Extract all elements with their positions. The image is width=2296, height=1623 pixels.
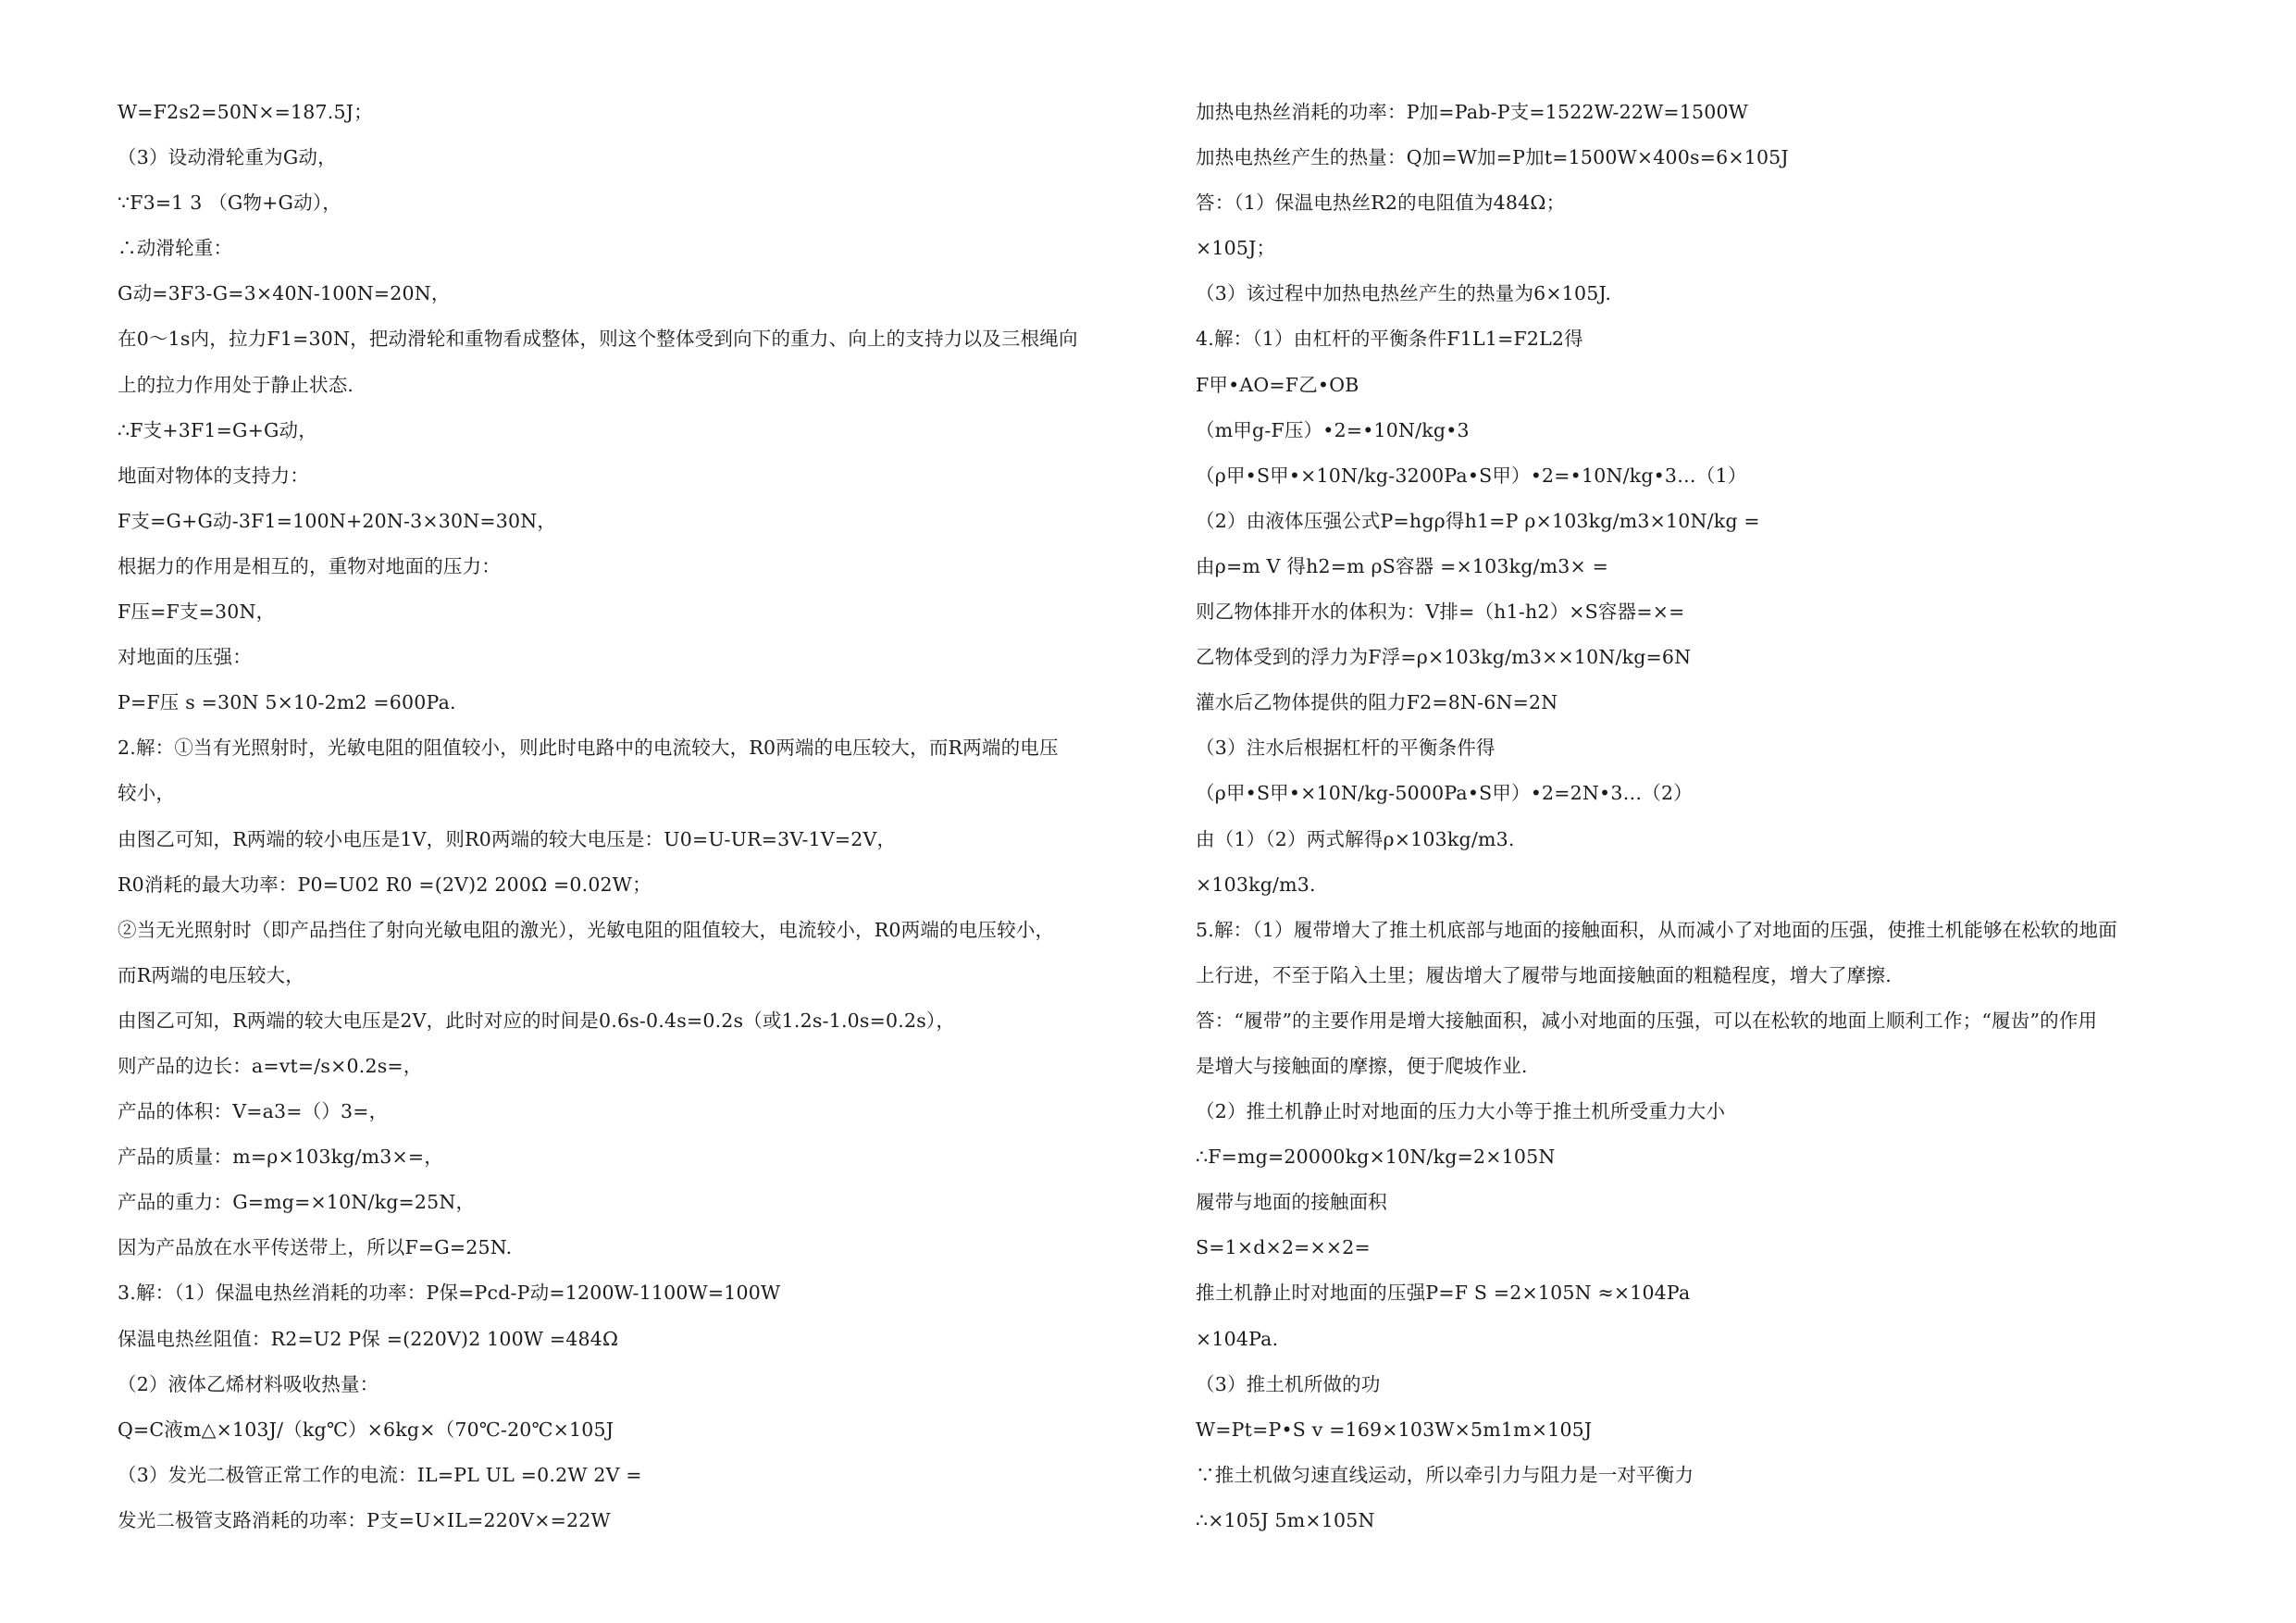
text-line: ∴×105J 5m×105N [1196, 1508, 1375, 1531]
text-line: 答：“履带”的主要作用是增大接触面积，减小对地面的压强，可以在松软的地面上顺利工作；“履齿”的作用 [1196, 1009, 2098, 1032]
text-line: ×105J； [1196, 237, 1276, 260]
text-line: （m甲g-F压）•2=•10N/kg•3 [1196, 418, 1470, 441]
text-line: （2）推土机静止时对地面的压力大小等于推土机所受重力大小 [1196, 1100, 1726, 1123]
text-line: ∵F3=1 3 （G物+G动）， [118, 192, 341, 215]
text-line: （ρ甲•S甲•×10N/kg-3200Pa•S甲）•2=•10N/kg•3…（1） [1196, 464, 1747, 487]
text-line: 乙物体受到的浮力为F浮=ρ×103kg/m3××10N/kg=6N [1196, 646, 1692, 669]
text-line: 而R两端的电压较大， [118, 963, 304, 986]
text-line: ②当无光照射时（即产品挡住了射向光敏电阻的激光），光敏电阻的阻值较大，电流较小，R0两端的电压较小， [118, 918, 1055, 941]
text-line: F甲•AO=F乙•OB [1196, 373, 1359, 396]
text-line: 则乙物体排开水的体积为：V排=（h1-h2）×S容器=×= [1196, 601, 1685, 624]
text-line: 根据力的作用是相互的，重物对地面的压力： [118, 554, 501, 577]
text-line: ×104Pa. [1196, 1327, 1279, 1350]
text-line: Q=C液m△×103J/（kg℃）×6kg×（70℃-20℃×105J [118, 1418, 614, 1441]
text-line: R0消耗的最大功率：P0=U02 R0 =(2V)2 200Ω =0.02W； [118, 873, 652, 896]
text-line: 加热电热丝产生的热量：Q加=W加=P加t=1500W×400s=6×105J [1196, 146, 1789, 169]
text-line: 较小， [118, 782, 176, 805]
text-line: 产品的体积：V=a3=（）3=， [118, 1100, 389, 1123]
text-line: 由ρ=m V 得h2=m ρS容器 =×103kg/m3× = [1196, 554, 1608, 577]
text-line: G动=3F3-G=3×40N-100N=20N， [118, 282, 451, 305]
text-line: （3）注水后根据杠杆的平衡条件得 [1196, 737, 1496, 760]
text-line: 加热电热丝消耗的功率：P加=Pab-P支=1522W-22W=1500W [1196, 101, 1749, 123]
text-line: W=F2s2=50N×=187.5J； [118, 101, 373, 123]
text-line: S=1×d×2=××2= [1196, 1236, 1371, 1259]
text-line: 3.解：（1）保温电热丝消耗的功率：P保=Pcd-P动=1200W-1100W=100W [118, 1282, 781, 1305]
text-line: 保温电热丝阻值：R2=U2 P保 =(220V)2 100W =484Ω [118, 1327, 619, 1350]
text-line: 是增大与接触面的摩擦，便于爬坡作业. [1196, 1054, 1528, 1077]
text-line: 在0～1s内，拉力F1=30N，把动滑轮和重物看成整体，则这个整体受到向下的重力、向上的支持力以及三根绳向 [118, 328, 1078, 351]
text-line: （3）发光二极管正常工作的电流：IL=PL UL =0.2W 2V = [118, 1463, 642, 1486]
text-line: F压=F支=30N， [118, 601, 276, 624]
text-line: 由（1）（2）两式解得ρ×103kg/m3. [1196, 827, 1515, 850]
text-line: P=F压 s =30N 5×10-2m2 =600Pa. [118, 691, 456, 714]
text-line: 灌水后乙物体提供的阻力F2=8N-6N=2N [1196, 691, 1558, 714]
text-line: 上行进，不至于陷入土里；履齿增大了履带与地面接触面的粗糙程度，增大了摩擦. [1196, 963, 1892, 986]
text-line: ×103kg/m3. [1196, 873, 1316, 896]
text-line: 则产品的边长：a=vt=/s×0.2s=， [118, 1054, 423, 1077]
left-column [118, 90, 1126, 1543]
text-line: F支=G+G动-3F1=100N+20N-3×30N=30N， [118, 509, 557, 532]
text-line: 地面对物体的支持力： [118, 464, 309, 487]
text-line: （2）由液体压强公式P=hgρ得h1=P ρ×103kg/m3×10N/kg = [1196, 509, 1760, 532]
text-line: 推土机静止时对地面的压强P=F S =2×105N ≈×104Pa [1196, 1282, 1691, 1305]
text-line: 履带与地面的接触面积 [1196, 1191, 1387, 1214]
text-line: （2）液体乙烯材料吸收热量： [118, 1372, 379, 1395]
text-line: 由图乙可知，R两端的较小电压是1V，则R0两端的较大电压是：U0=U-UR=3V-1V=2V， [118, 827, 897, 850]
text-line: 产品的质量：m=ρ×103kg/m3×=， [118, 1146, 443, 1169]
text-line: 2.解：①当有光照射时，光敏电阻的阻值较小，则此时电路中的电流较大，R0两端的电压较大，而R两端的电压 [118, 737, 1059, 760]
text-line: ∴F=mg=20000kg×10N/kg=2×105N [1196, 1146, 1556, 1169]
text-line: （3）设动滑轮重为G动， [118, 146, 337, 169]
text-line: 上的拉力作用处于静止状态. [118, 373, 354, 396]
text-line: 发光二极管支路消耗的功率：P支=U×IL=220V×=22W [118, 1508, 611, 1531]
text-line: （3）该过程中加热电热丝产生的热量为6×105J. [1196, 282, 1612, 305]
text-line: ∵推土机做匀速直线运动，所以牵引力与阻力是一对平衡力 [1196, 1463, 1694, 1486]
text-line: 答：（1）保温电热丝R2的电阻值为484Ω； [1196, 192, 1566, 215]
text-line: ∴动滑轮重： [118, 237, 233, 260]
text-line: 5.解：（1）履带增大了推土机底部与地面的接触面积，从而减小了对地面的压强，使推土机能够在松软的地面 [1196, 918, 2117, 941]
text-line: 因为产品放在水平传送带上，所以F=G=25N. [118, 1236, 513, 1259]
text-line: （3）推土机所做的功 [1196, 1372, 1381, 1395]
text-line: 由图乙可知，R两端的较大电压是2V，此时对应的时间是0.6s-0.4s=0.2s（或1.2s-1.0s=0.2s）， [118, 1009, 956, 1032]
text-line: 对地面的压强： [118, 646, 252, 669]
text-line: 4.解：（1）由杠杆的平衡条件F1L1=F2L2得 [1196, 328, 1583, 351]
text-line: 产品的重力：G=mg=×10N/kg=25N， [118, 1191, 476, 1214]
text-line: （ρ甲•S甲•×10N/kg-5000Pa•S甲）•2=2N•3…（2） [1196, 782, 1693, 805]
text-line: W=Pt=P•S v =169×103W×5m1m×105J [1196, 1418, 1593, 1441]
text-line: ∴F支+3F1=G+G动， [118, 418, 317, 441]
right-column [1196, 90, 2204, 1543]
